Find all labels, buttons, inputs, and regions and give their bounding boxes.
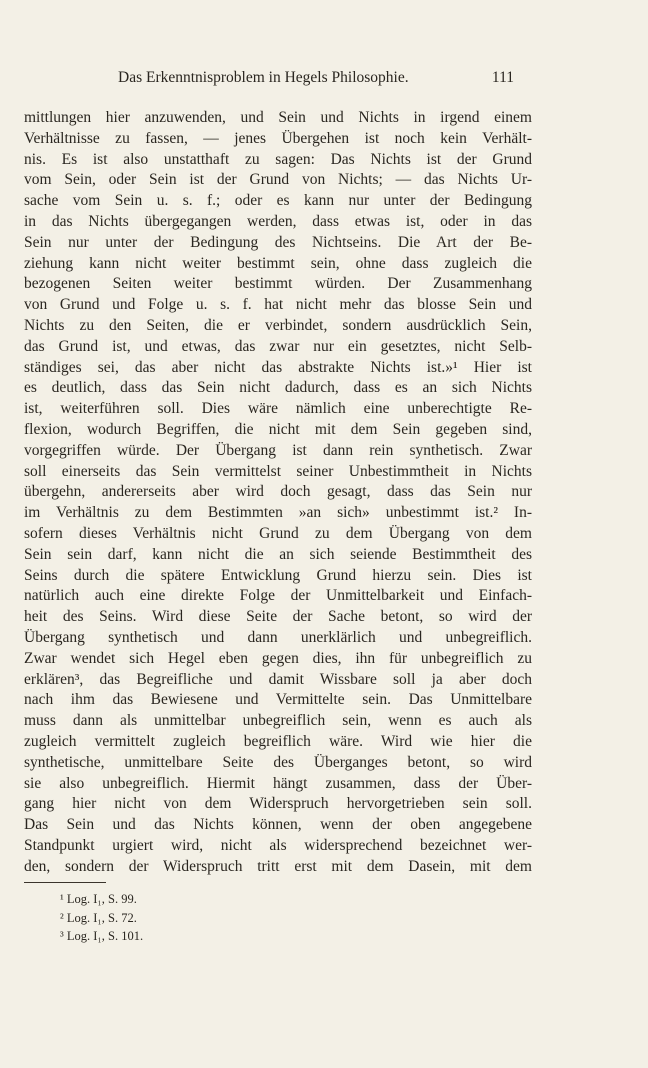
text-line: sofern dieses Verhältnis nicht Grund zu dem Übergang von dem [24, 524, 532, 542]
text-line: nis. Es ist also unstatthaft zu sagen: Das Nichts ist der Grund [24, 150, 532, 168]
text-line: mittlungen hier anzuwenden, und Sein und Nichts in irgend einem [24, 109, 532, 126]
text-line: Sein nur unter der Bedingung des Nichtseins. Die Art der Be- [24, 233, 532, 251]
text-line: synthetische, unmittelbare Seite des Überganges betont, so wird [24, 753, 532, 771]
text-line: im Verhältnis zu dem Bestimmten »an sich» unbestimmt ist.² In- [24, 504, 532, 522]
text-line: das Grund ist, und etwas, das zwar nur ein gesetztes, nicht Selb- [24, 337, 532, 355]
text-line: Seins durch die spätere Entwicklung Grund hierzu sein. Dies ist [24, 566, 532, 584]
text-line: Übergang synthetisch und dann unerklärlich und unbegreiflich. [24, 628, 532, 646]
text-line: erklären³, das Begreifliche und damit Wissbare soll ja aber doch [24, 670, 532, 688]
text-line: Das Sein und das Nichts können, wenn der oben angegebene [24, 816, 532, 834]
text-line: ständiges sei, das aber nicht das abstrakte Nichts ist.»¹ Hier ist [24, 358, 532, 376]
text-line: flexion, wodurch Begriffen, die nicht mit dem Sein gegeben sind, [24, 420, 532, 438]
text-line: zugleich vermittelt zugleich begreiflich wäre. Wird wie hier die [24, 732, 532, 750]
footnotes [60, 890, 143, 946]
text-line: ist, weiterführen soll. Dies wäre nämlich eine unberechtigte Re- [24, 400, 532, 418]
text-line: nach ihm das Bewiesene und Vermittelte sein. Das Unmittelbare [24, 691, 532, 709]
footnote: ² Log. I₁, S. 72. [60, 910, 137, 925]
text-line: Verhältnisse zu fassen, — jenes Übergehen ist noch kein Verhält- [24, 129, 532, 147]
text-line: sie also unbegreiflich. Hiermit hängt zusammen, dass der Über- [24, 774, 532, 792]
text-line: muss dann als unmittelbar unbegreiflich sein, wenn es auch als [24, 712, 532, 730]
text-line: ziehung kann nicht weiter bestimmt sein, ohne dass zugleich die [24, 254, 532, 272]
text-line: Standpunkt urgiert wird, nicht als widersprechend bezeichnet wer- [24, 836, 532, 854]
text-line: heit des Seins. Wird diese Seite der Sache betont, so wird der [24, 608, 532, 626]
text-line: bezogenen Seiten weiter bestimmt würden. Der Zusammenhang [24, 275, 532, 293]
text-line: übergehn, andererseits aber wird doch gesagt, dass das Sein nur [24, 483, 532, 501]
text-line: es deutlich, dass das Sein nicht dadurch, dass es an sich Nichts [24, 379, 532, 397]
footnote: ¹ Log. I₁, S. 99. [60, 892, 137, 906]
text-line: in das Nichts übergegangen werden, dass etwas ist, oder in das [24, 212, 532, 230]
footnote-rule [24, 882, 106, 883]
text-line: vorgegriffen würde. Der Übergang ist dann rein synthetisch. Zwar [24, 441, 532, 459]
footnote: ³ Log. I₁, S. 101. [60, 929, 144, 943]
page-number: 111 [491, 69, 514, 86]
running-head-title: Das Erkenntnisproblem in Hegels Philosophie. [118, 69, 409, 86]
text-line: Nichts zu den Seiten, die er verbindet, sondern ausdrücklich Sein, [24, 316, 532, 334]
body-text [24, 108, 532, 877]
text-line: Zwar wendet sich Hegel eben gegen dies, ihn für unbegreiflich zu [24, 649, 532, 667]
text-line: soll einerseits das Sein vermittelst seiner Unbestimmtheit in Nichts [24, 462, 532, 480]
text-line: den, sondern der Widerspruch tritt erst mit dem Dasein, mit dem [24, 857, 532, 875]
text-line: natürlich auch eine direkte Folge der Unmittelbarkeit und Einfach- [24, 587, 532, 605]
text-line: Sein sein darf, kann nicht die an sich seiende Bestimmtheit des [24, 545, 532, 563]
text-line: gang hier nicht von dem Widerspruch hervorgetrieben sein soll. [24, 795, 532, 813]
text-line: vom Sein, oder Sein ist der Grund von Nichts; — das Nichts Ur- [24, 171, 532, 189]
text-line: sache vom Sein u. s. f.; oder es kann nur unter der Bedingung [24, 192, 532, 210]
text-line: von Grund und Folge u. s. f. hat nicht mehr das blosse Sein und [24, 296, 532, 314]
